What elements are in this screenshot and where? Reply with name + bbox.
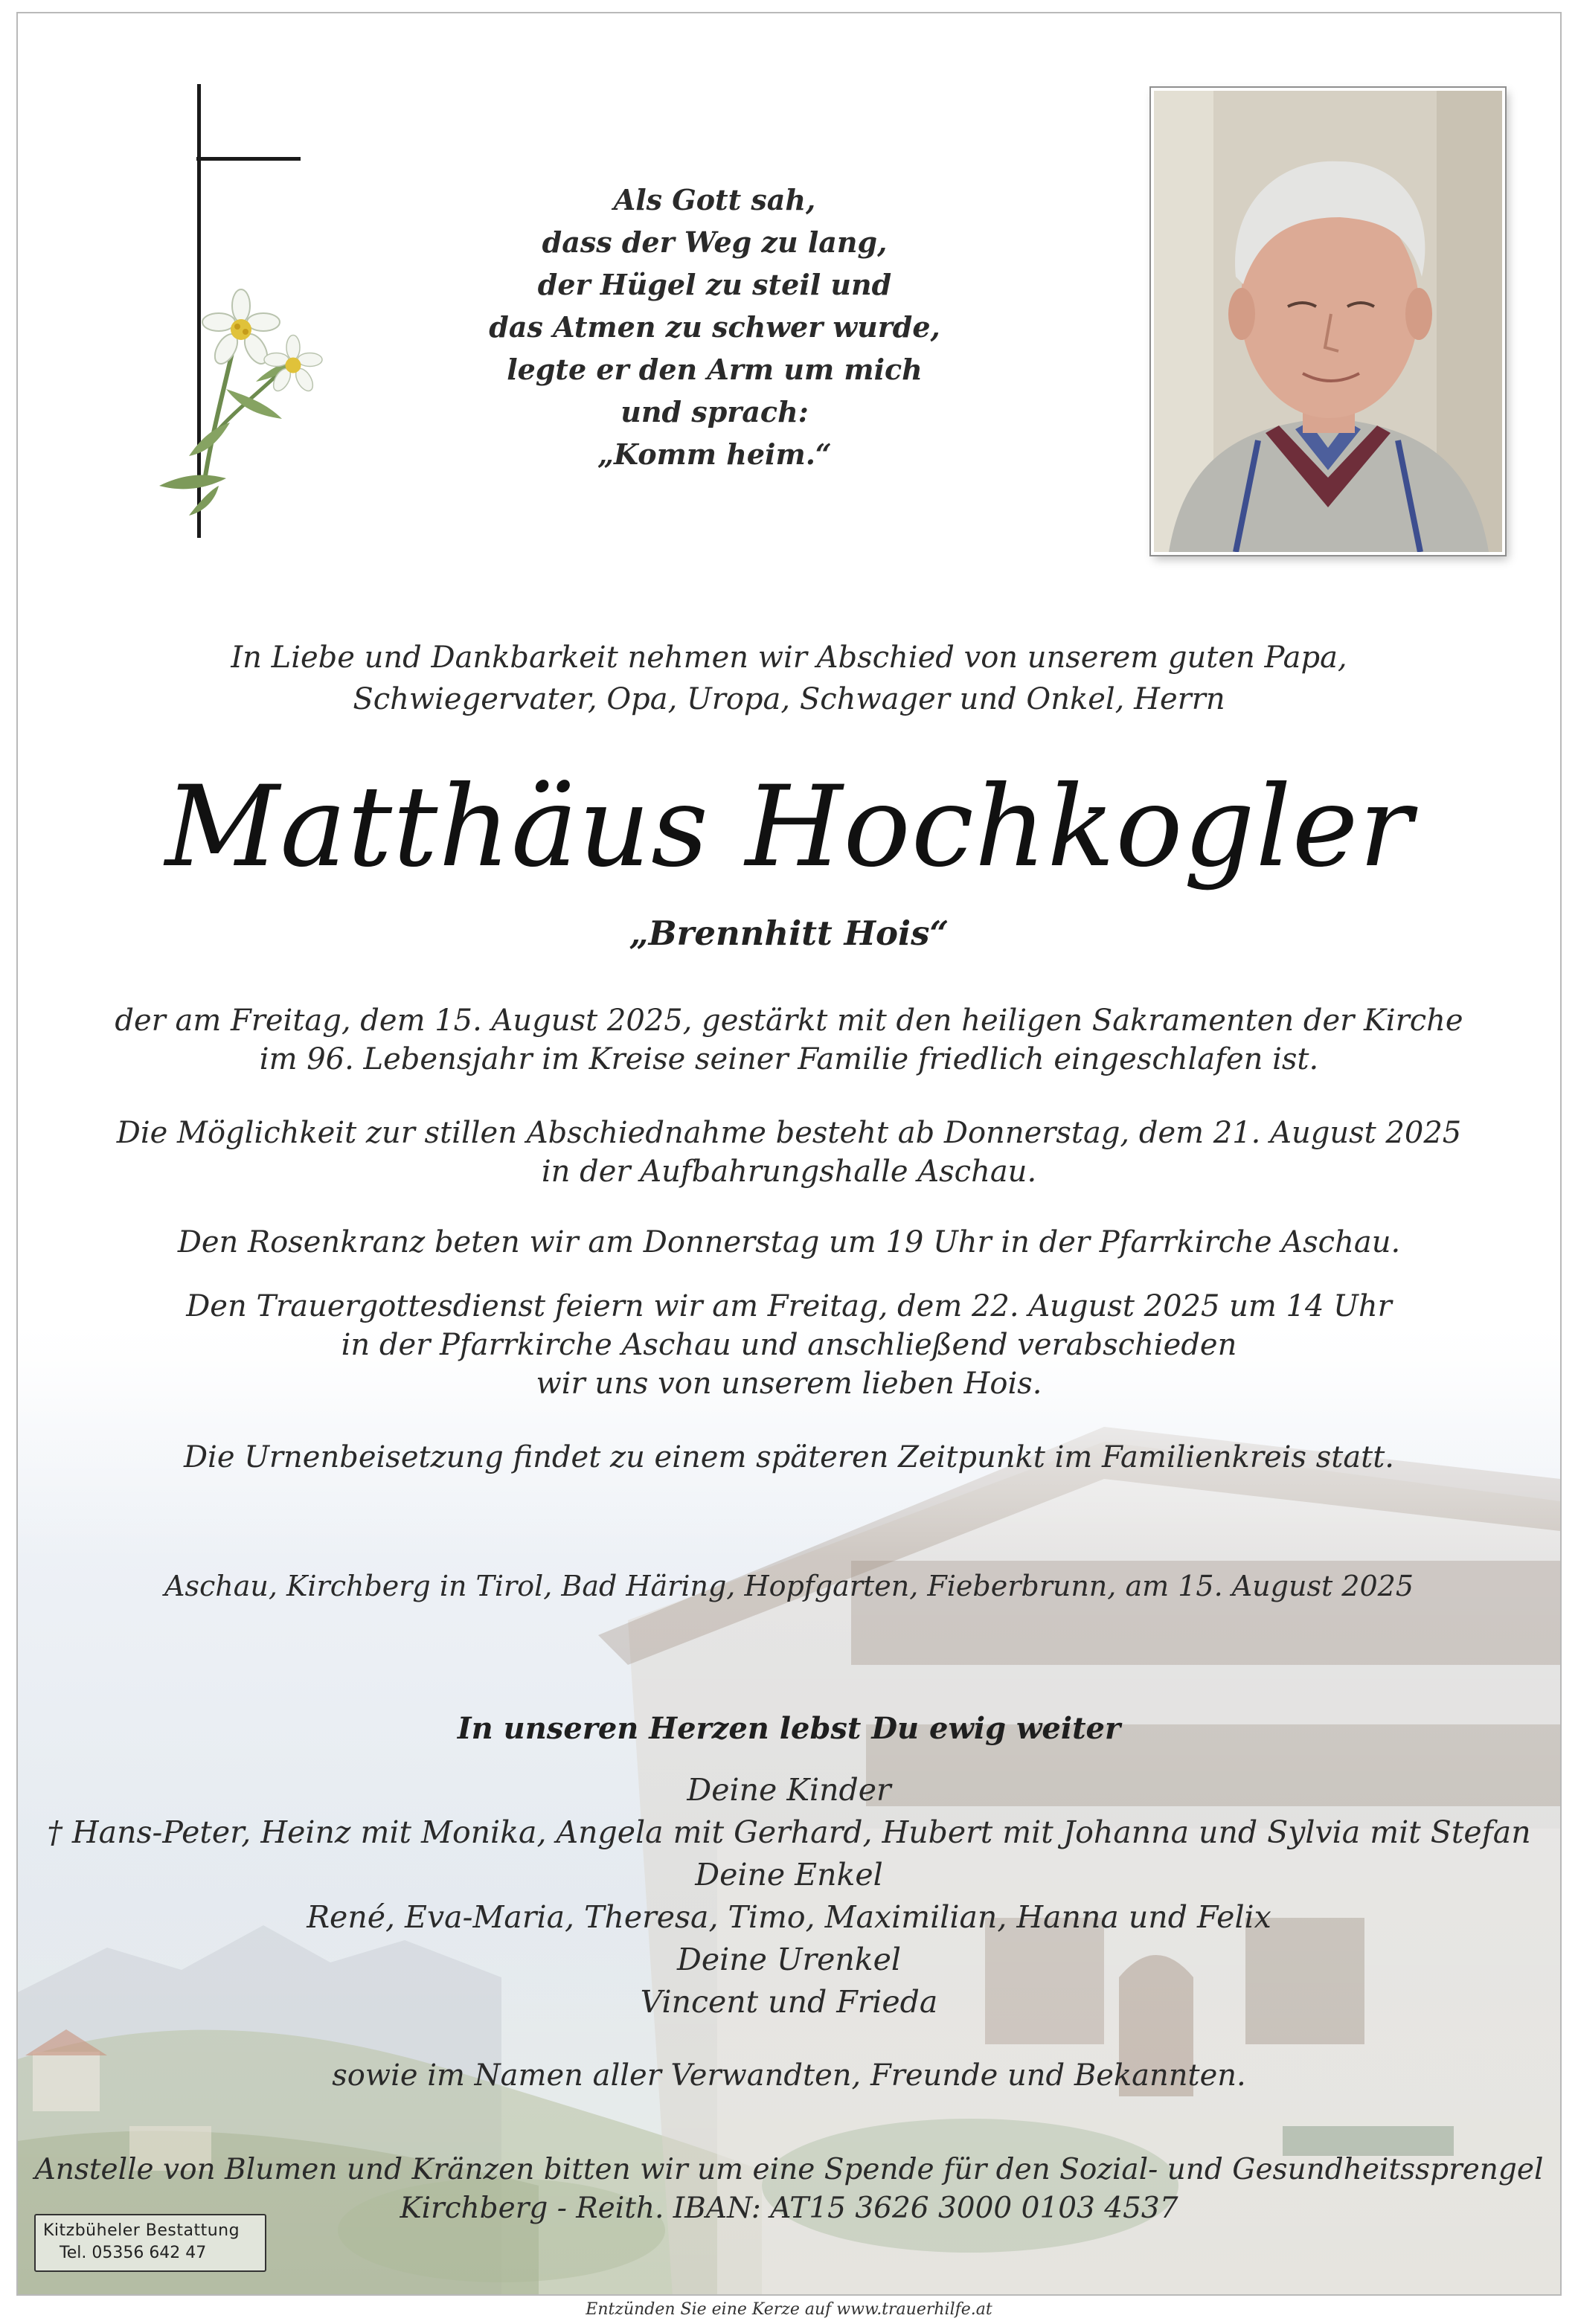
paragraph-line: Den Rosenkranz beten wir am Donnerstag um 19 Uhr in der Pfarrkirche Aschau. [177, 1225, 1401, 1259]
poem-line: legte er den Arm um mich [507, 353, 923, 386]
donation-line: Kirchberg - Reith. IBAN: AT15 3626 3000 0103 4537 [400, 2192, 1178, 2225]
deceased-name: Matthäus Hochkogler [164, 763, 1414, 892]
poem-line: das Atmen zu schwer wurde, [489, 310, 940, 344]
portrait-photo [1151, 88, 1505, 555]
candle-website-footer[interactable]: Entzünden Sie eine Kerze auf www.trauerhilfe.at [586, 2300, 992, 2319]
funeral-home-name: Kitzbüheler Bestattung [43, 2221, 240, 2240]
family-children-names: † Hans-Peter, Heinz mit Monika, Angela mit Gerhard, Hubert mit Johanna und Sylvia mit Stefan [47, 1814, 1531, 1850]
intro-line: Schwiegervater, Opa, Uropa, Schwager und Onkel, Herrn [353, 682, 1225, 716]
viewing-paragraph [18, 1114, 1560, 1191]
family-heading-grandchildren: Deine Enkel [695, 1857, 883, 1893]
poem-line: der Hügel zu steil und [537, 268, 892, 301]
obituary-card [16, 12, 1562, 2296]
family-grandchildren-names: René, Eva-Maria, Theresa, Timo, Maximilian, Hanna und Felix [307, 1899, 1271, 1935]
intro-text [18, 637, 1560, 720]
funeral-home-logo [34, 2214, 266, 2272]
paragraph-line: Die Urnenbeisetzung findet zu einem späteren Zeitpunkt im Familienkreis statt. [183, 1440, 1395, 1474]
paragraph-line: der am Freitag, dem 15. August 2025, gestärkt mit den heiligen Sakramenten der Kirche [115, 1004, 1463, 1038]
places-date-line: Aschau, Kirchberg in Tirol, Bad Häring, Hopfgarten, Fieberbrunn, am 15. August 2025 [164, 1570, 1414, 1602]
paragraph-line: wir uns von unserem lieben Hois. [536, 1367, 1042, 1401]
paragraph-line: in der Pfarrkirche Aschau und anschließend verabschieden [341, 1328, 1237, 1362]
poem-line: und sprach: [620, 395, 809, 428]
paragraph-line: im 96. Lebensjahr im Kreise seiner Familie friedlich eingeschlafen ist. [259, 1042, 1319, 1076]
paragraph-line: Den Trauergottesdienst feiern wir am Freitag, dem 22. August 2025 um 14 Uhr [186, 1289, 1392, 1323]
poem-line: dass der Weg zu lang, [542, 225, 888, 259]
death-announcement-paragraph [18, 1001, 1560, 1079]
rosary-paragraph [18, 1223, 1560, 1262]
donation-line: Anstelle von Blumen und Kränzen bitten wir um eine Spende für den Sozial- und Gesundheitssprengel [34, 2153, 1544, 2186]
family-heading-great-grandchildren: Deine Urenkel [677, 1942, 901, 1977]
urn-burial-paragraph [18, 1438, 1560, 1477]
poem-line: „Komm heim.“ [597, 437, 832, 471]
intro-line: In Liebe und Dankbarkeit nehmen wir Abschied von unserem guten Papa, [231, 641, 1347, 675]
memorial-phrase: In unseren Herzen lebst Du ewig weiter [457, 1711, 1121, 1746]
funeral-service-paragraph [18, 1287, 1560, 1403]
family-heading-children: Deine Kinder [687, 1772, 891, 1808]
funeral-home-phone: Tel. 05356 642 47 [60, 2244, 207, 2262]
poem-line: Als Gott sah, [613, 183, 816, 216]
family-list [18, 1769, 1560, 2023]
paragraph-line: in der Aufbahrungshalle Aschau. [541, 1155, 1037, 1189]
relatives-line: sowie im Namen aller Verwandten, Freunde und Bekannten. [332, 2058, 1246, 2093]
paragraph-line: Die Möglichkeit zur stillen Abschiednahme besteht ab Donnerstag, dem 21. August 2025 [116, 1116, 1462, 1150]
family-great-grandchildren-names: Vincent und Frieda [640, 1984, 938, 2020]
deceased-nickname: „Brennhitt Hois“ [629, 914, 949, 953]
